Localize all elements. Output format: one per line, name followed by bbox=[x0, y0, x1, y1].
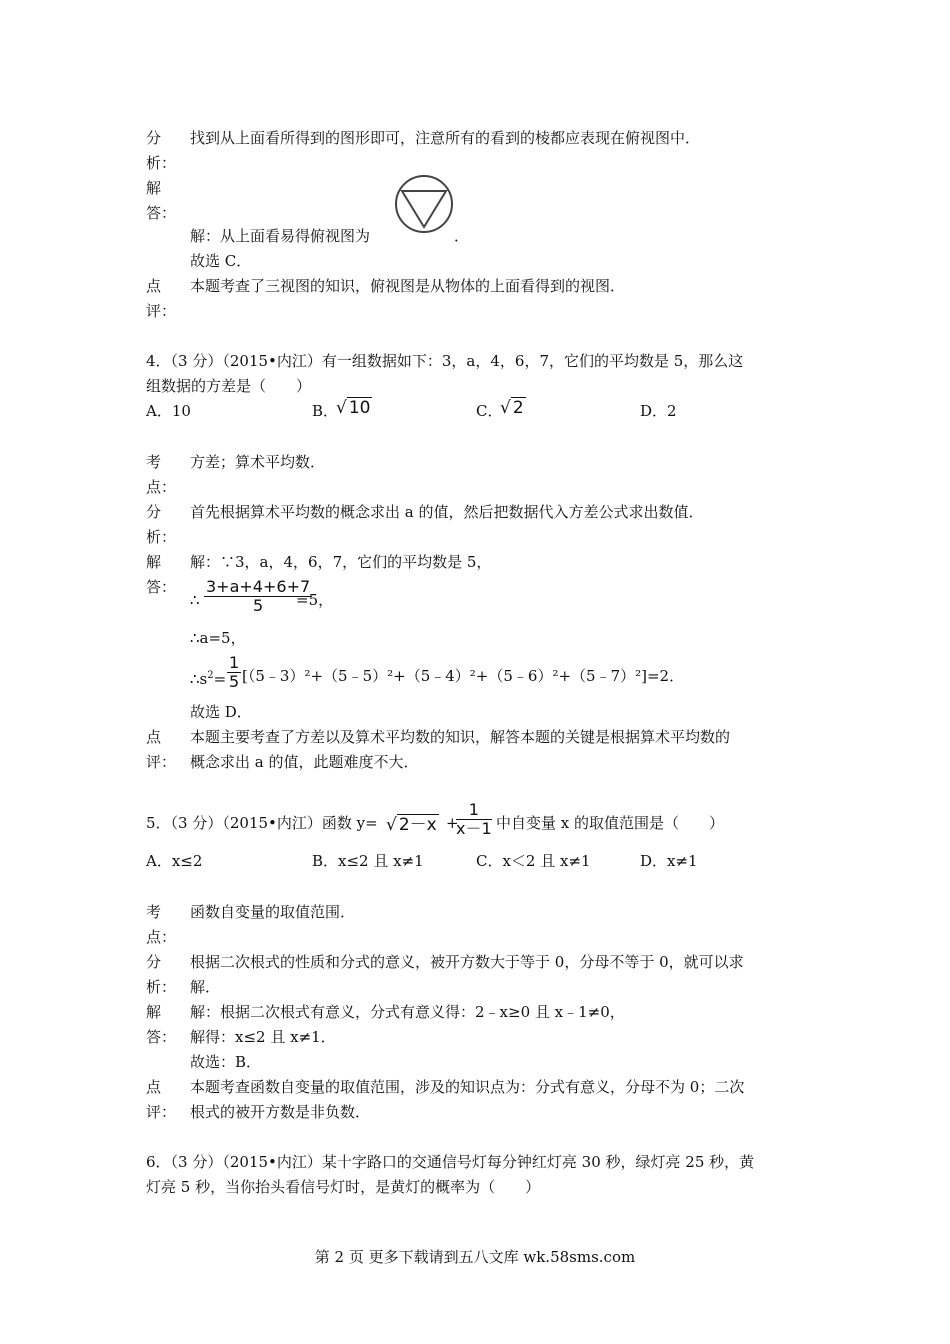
q5-numerator: 1 bbox=[456, 801, 492, 820]
q4-option-a: A．10 bbox=[146, 402, 191, 420]
q5-comment-line1: 本题考查函数自变量的取值范围，涉及的知识点为：分式有意义，分母不为 0；二次 bbox=[190, 1078, 745, 1096]
label-xi: 析： bbox=[146, 154, 177, 172]
label-dian: 点 bbox=[146, 1078, 162, 1096]
top-view-circle bbox=[396, 176, 452, 232]
label-kao: 考 bbox=[146, 453, 162, 471]
q4-option-b-sqrt: √ 10 bbox=[336, 398, 371, 418]
label-da: 答： bbox=[146, 578, 177, 596]
label-ping: 评： bbox=[146, 753, 177, 771]
top-view-figure bbox=[394, 174, 456, 236]
q4-variance-denominator: 5 bbox=[229, 672, 240, 691]
q4-solution2-prefix: ∴ bbox=[190, 591, 200, 609]
q5-analysis-line1: 根据二次根式的性质和分式的意义，被开方数大于等于 0，分母不等于 0，就可以求 bbox=[190, 953, 744, 971]
label-kaodian: 点： bbox=[146, 928, 177, 946]
label-xi: 析： bbox=[146, 528, 177, 546]
q5-radicand: 2－x bbox=[398, 815, 437, 835]
q4-mean-denominator: 5 bbox=[252, 596, 264, 615]
q4-variance-exp: 2 bbox=[207, 670, 214, 681]
q3-comment: 本题考查了三视图的知识，俯视图是从物体的上面看得到的视图． bbox=[190, 277, 626, 295]
q3-solution-prefix: 解：从上面看易得俯视图为 bbox=[190, 227, 371, 245]
q6-stem-line1: 6．（3 分）（2015•内江）某十字路口的交通信号灯每分钟红灯亮 30 秒，绿灯亮 25 秒，黄 bbox=[146, 1153, 755, 1171]
q4-option-c-sqrt: √ 2 bbox=[500, 398, 524, 418]
q3-analysis: 找到从上面看所得到的图形即可，注意所有的看到的棱都应表现在俯视图中． bbox=[190, 129, 701, 147]
label-fen: 分 bbox=[146, 129, 162, 147]
q4-variance-expression: [（5﹣3）²+（5﹣5）²+（5﹣4）²+（5﹣6）²+（5﹣7）²]=2． bbox=[242, 667, 685, 685]
label-jie: 解 bbox=[146, 553, 162, 571]
q4-comment-line1: 本题主要考查了方差以及算术平均数的知识，解答本题的关键是根据算术平均数的 bbox=[190, 728, 731, 746]
q4-mean-numerator: 3+a+4+6+7 bbox=[206, 577, 311, 596]
q4-option-b-label: B． bbox=[312, 402, 339, 420]
q4-stem-line1: 4．（3 分）（2015•内江）有一组数据如下：3，a，4，6，7，它们的平均数是 5，那么这 bbox=[146, 352, 744, 370]
q4-variance-s: ∴s bbox=[190, 670, 208, 688]
q4-analysis: 首先根据算术平均数的概念求出 a 的值，然后把数据代入方差公式求出数值． bbox=[190, 503, 704, 521]
label-ping: 评： bbox=[146, 1103, 177, 1121]
q5-kaodian: 函数自变量的取值范围． bbox=[190, 903, 356, 921]
label-kaodian: 点： bbox=[146, 478, 177, 496]
q4-solution-line3: ∴a=5， bbox=[190, 629, 246, 647]
label-jie: 解 bbox=[146, 179, 162, 197]
label-jie: 解 bbox=[146, 1003, 162, 1021]
q5-option-a: A．x≤2 bbox=[146, 852, 203, 870]
label-dian: 点 bbox=[146, 277, 162, 295]
top-view-triangle bbox=[402, 191, 446, 227]
q5-comment-line2: 根式的被开方数是非负数． bbox=[190, 1103, 371, 1121]
q4-solution4-prefix bbox=[190, 666, 226, 689]
q5-sqrt: √ 2－x bbox=[386, 815, 437, 835]
q3-choice: 故选 C． bbox=[190, 252, 252, 270]
q5-solution-line2: 解得：x≤2 且 x≠1． bbox=[190, 1028, 336, 1046]
q4-variance-numerator: 1 bbox=[229, 653, 240, 672]
q4-solution2-result: =5， bbox=[296, 591, 334, 609]
q4-stem-line2: 组数据的方差是（ ） bbox=[146, 377, 312, 395]
q4-solution-line1: 解：∵3，a，4，6，7，它们的平均数是 5， bbox=[190, 553, 492, 571]
q5-denominator: x－1 bbox=[456, 819, 492, 838]
label-da: 答： bbox=[146, 204, 177, 222]
q4-comment-line2: 概念求出 a 的值，此题难度不大． bbox=[190, 753, 419, 771]
q3-solution-suffix: ． bbox=[454, 227, 470, 245]
q4-option-d: D．2 bbox=[640, 402, 677, 420]
label-xi: 析： bbox=[146, 978, 177, 996]
q4-kaodian: 方差；算术平均数． bbox=[190, 453, 326, 471]
q5-plus: + bbox=[446, 814, 459, 832]
q5-choice: 故选：B． bbox=[190, 1053, 262, 1071]
q4-option-b-radicand: 10 bbox=[348, 398, 371, 418]
label-dian: 点 bbox=[146, 728, 162, 746]
q5-analysis-line2: 解． bbox=[190, 978, 221, 996]
label-da: 答： bbox=[146, 1028, 177, 1046]
q5-stem-prefix: 5．（3 分）（2015•内江）函数 y= bbox=[146, 814, 378, 832]
q5-option-c: C．x＜2 且 x≠1 bbox=[476, 852, 591, 870]
q4-option-c-label: C． bbox=[476, 402, 503, 420]
q5-fraction bbox=[456, 801, 492, 838]
q5-stem-suffix: 中自变量 x 的取值范围是（ ） bbox=[496, 814, 724, 832]
page-footer: 第 2 页 更多下载请到五八文库 wk.58sms.com bbox=[314, 1248, 636, 1266]
label-kao: 考 bbox=[146, 903, 162, 921]
q6-stem-line2: 灯亮 5 秒，当你抬头看信号灯时，是黄灯的概率为（ ） bbox=[146, 1178, 541, 1196]
label-ping: 评： bbox=[146, 302, 177, 320]
label-fen: 分 bbox=[146, 503, 162, 521]
label-fen: 分 bbox=[146, 953, 162, 971]
q4-option-c-radicand: 2 bbox=[512, 398, 524, 418]
q5-option-d: D．x≠1 bbox=[640, 852, 698, 870]
q4-choice: 故选 D． bbox=[190, 703, 252, 721]
q5-option-b: B．x≤2 且 x≠1 bbox=[312, 852, 424, 870]
q5-solution-line1: 解：根据二次根式有意义，分式有意义得：2﹣x≥0 且 x﹣1≠0， bbox=[190, 1003, 625, 1021]
q4-variance-fraction bbox=[227, 654, 241, 691]
q4-variance-eq: = bbox=[213, 670, 227, 688]
